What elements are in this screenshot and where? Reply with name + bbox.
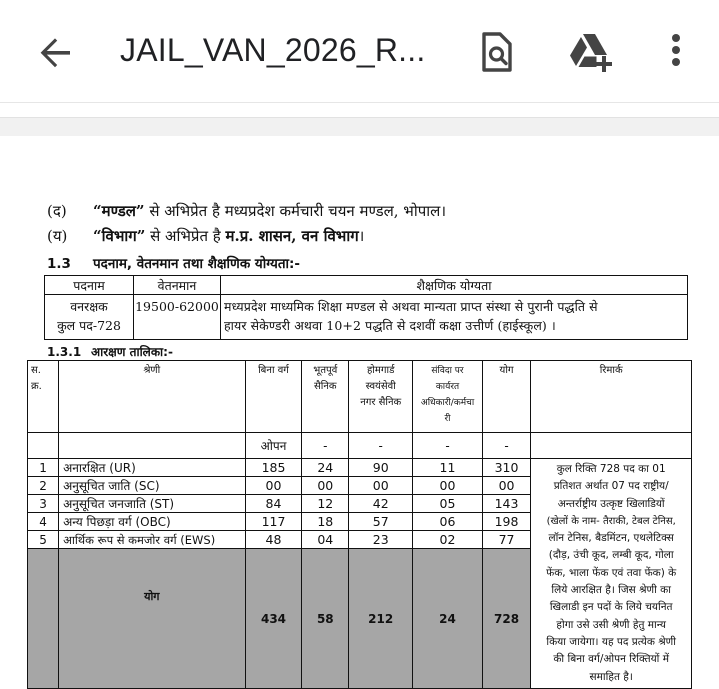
definition-vibhag: (य) “विभाग” से अभिप्रेत है म.प्र. शासन, वन विभाग। bbox=[47, 227, 365, 245]
table-row: 3 अनुसूचित जनजाति (ST) 84 12 42 05 143 bbox=[28, 495, 692, 513]
post-name-cell: वनरक्षक कुल पद-728 bbox=[45, 295, 134, 340]
header-open: बिना वर्ग bbox=[245, 361, 302, 433]
table-row: 5 आर्थिक रूप से कमजोर वर्ग (EWS) 48 04 23 02 77 bbox=[28, 531, 692, 549]
remark-cell: कुल रिक्ति 728 पद का 01 प्रतिशत अर्थात 07 पद राष्ट्रीय/ अन्तर्राष्ट्रीय उत्कृष्ट खिलाडियों (खेलों के नाम- तैराकी, टेबल टेनिस, लॉन टेनिस, बैडमिंटन, एथलेटिक्स (दौड़, उंची कूद, लम्बी कूद, गोला फेंक, भाला फेंक एवं तवा फेंक) के लिये आरक्षित है। जिस श्रेणी का खिलाडी इन पदों के लिये चयनित होगा उसे उसी श्रेणी हेतु मान्य किया जायेगा। यह पद प्रत्येक श्रेणी की बिना वर्ग/ओपन रिक्तियों में समाहित है। bbox=[531, 459, 692, 689]
document-title: JAIL_VAN_2026_R... bbox=[120, 32, 426, 68]
total-row: योग 434 58 212 24 728 bbox=[28, 549, 692, 689]
sub-dash: - bbox=[349, 433, 413, 459]
app-bar bbox=[0, 0, 719, 103]
back-button[interactable] bbox=[34, 30, 78, 74]
sub-dash: - bbox=[413, 433, 482, 459]
more-options-button[interactable] bbox=[654, 28, 702, 76]
find-in-page-button[interactable] bbox=[472, 28, 520, 76]
post-details-table bbox=[44, 275, 688, 340]
header-remark: रिमार्क bbox=[531, 361, 692, 433]
table-row: 2 अनुसूचित जाति (SC) 00 00 00 00 00 bbox=[28, 477, 692, 495]
table-row: 4 अन्य पिछड़ा वर्ग (OBC) 117 18 57 06 198 bbox=[28, 513, 692, 531]
reservation-table bbox=[27, 360, 692, 689]
section-heading-1-3-1: 1.3.1 आरक्षण तालिका:- bbox=[47, 345, 173, 359]
header-contract: संविदा पर कार्यरत अधिकारी/कर्मचा री bbox=[413, 361, 482, 433]
page-gap bbox=[0, 118, 719, 136]
sub-dash: - bbox=[302, 433, 349, 459]
more-vert-icon bbox=[654, 28, 702, 76]
header-qualification: शैक्षणिक योग्यता bbox=[221, 276, 688, 295]
header-ex-soldier: भूतपूर्व सैनिक bbox=[302, 361, 349, 433]
header-post-name: पदनाम bbox=[45, 276, 134, 295]
find-in-page-icon bbox=[472, 28, 520, 76]
add-to-drive-button[interactable] bbox=[566, 28, 614, 76]
sub-dash: - bbox=[482, 433, 531, 459]
header-home-guard: होमगार्ड स्वयंसेवी नगर सैनिक bbox=[349, 361, 413, 433]
header-category: श्रेणी bbox=[59, 361, 245, 433]
drive-add-icon bbox=[566, 28, 614, 76]
back-arrow-icon bbox=[34, 30, 78, 74]
pay-scale-cell: 19500-62000 bbox=[134, 295, 221, 340]
pdf-page bbox=[0, 136, 719, 681]
header-pay-scale: वेतनमान bbox=[134, 276, 221, 295]
qualification-cell: मध्यप्रदेश माध्यमिक शिक्षा मण्डल से अथवा मान्यता प्राप्त संस्था से पुरानी पद्धति से हायर सेकेण्डरी अथवा 10+2 पद्धति से दशवीं कक्षा उत्तीर्ण (हाईस्कूल) । bbox=[221, 295, 688, 340]
section-heading-1-3: 1.3 पदनाम, वेतनमान तथा शैक्षणिक योग्यता:- bbox=[47, 256, 301, 272]
table-row: 1 अनारक्षित (UR) 185 24 90 11 310 कुल रिक्ति 728 पद का 01 प्रतिशत अर्थात 07 पद राष्ट्रीय/ अन्तर्राष्ट्रीय उत्कृष्ट खिलाडियों (खेलों के नाम- तैराकी, टेबल टेनिस, लॉन टेनिस, बैडमिंटन, एथलेटिक्स (दौड़, उंची कूद, लम्बी कूद, गोला फेंक, भाला फेंक एवं तवा फेंक) के लिये आरक्षित है। जिस श्रेणी का खिलाडी इन पदों के लिये चयनित होगा उसे उसी श्रेणी हेतु मान्य किया जायेगा। यह पद प्रत्येक श्रेणी की बिना वर्ग/ओपन रिक्तियों में समाहित है। bbox=[28, 459, 692, 477]
header-total: योग bbox=[482, 361, 531, 433]
definition-mandal: (द) “मण्डल” से अभिप्रेत है मध्यप्रदेश कर्मचारी चयन मण्डल, भोपाल। bbox=[47, 202, 447, 220]
sub-open: ओपन bbox=[245, 433, 302, 459]
header-sno: स. क्र. bbox=[28, 361, 59, 433]
